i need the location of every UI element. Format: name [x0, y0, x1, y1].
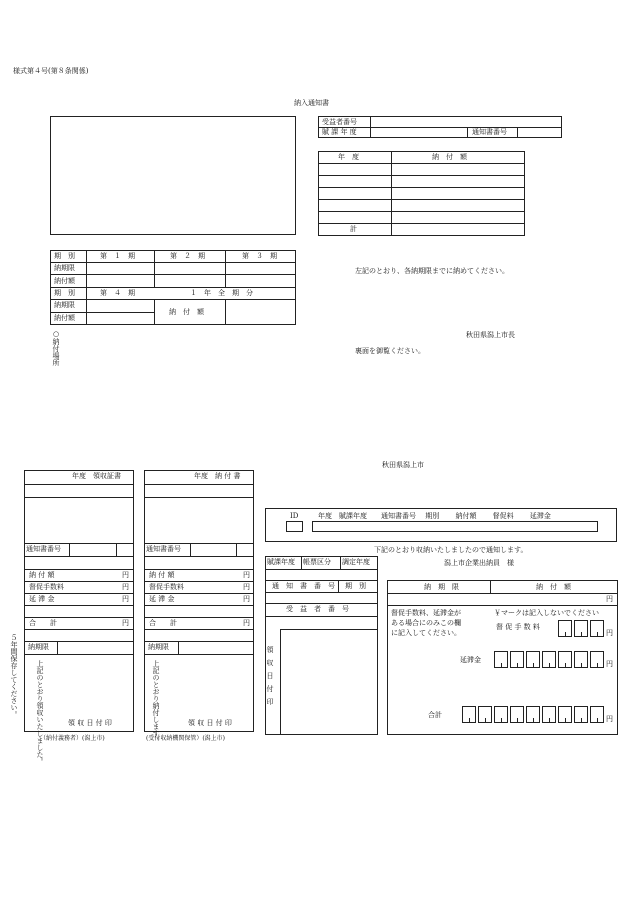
- receipt-late-yen: 円: [122, 595, 129, 603]
- payment-reminder-fee-label: 督促手数料: [149, 583, 184, 591]
- see-reverse-message: 裏面を御覧ください。: [355, 347, 425, 355]
- full-year-amount-label: 納 付 額: [169, 308, 204, 316]
- total-digit-box[interactable]: [558, 706, 572, 723]
- total-digit-box[interactable]: [510, 706, 524, 723]
- late-fee-digit-box[interactable]: [574, 651, 588, 668]
- receipt-received-text: 上記のとおり領収いたしました。: [36, 660, 45, 765]
- row-due-label: 納期限: [54, 264, 75, 272]
- id-input-field[interactable]: [312, 521, 598, 532]
- reminder-digit-box[interactable]: [574, 620, 588, 637]
- payment-reminder-yen: 円: [243, 583, 250, 591]
- total-digit-box[interactable]: [526, 706, 540, 723]
- col-account-type: 帳票区分: [303, 558, 331, 566]
- full-year-header: １ 年 全 期 分: [190, 289, 253, 297]
- payment-late-yen: 円: [243, 595, 250, 603]
- row-period-label-2: 期 別: [54, 289, 75, 297]
- total-digit-box[interactable]: [590, 706, 604, 723]
- for-bank-caption: (受付収納機関保管）(潟上市): [146, 735, 226, 742]
- payment-slip-title: 年度 納 付 書: [194, 472, 241, 480]
- amount-yen: 円: [606, 595, 613, 603]
- payment-due-label: 納期限: [148, 643, 169, 651]
- receipt-due-label: 納期限: [28, 643, 49, 651]
- receipt-title: 年度 領収証書: [72, 472, 121, 480]
- for-payer-caption: （納付義務者）(潟上市): [40, 735, 105, 742]
- mayor-signature: 秋田県潟上市長: [466, 331, 515, 339]
- payment-notice-no-label: 通知書番号: [146, 545, 181, 553]
- late-fee-digit-box[interactable]: [590, 651, 604, 668]
- late-fee-digit-box[interactable]: [558, 651, 572, 668]
- row-amount-label-2: 納付額: [54, 314, 75, 322]
- id-field-labels: 年度 賦課年度 通知書番号 期別 納付額 督促料 延滞金: [318, 512, 551, 520]
- receipt-total-label: 合 計: [29, 619, 57, 627]
- receipt-notice-no-label: 通知書番号: [26, 545, 61, 553]
- yen-mark-note: ￥マークは記入しないでください: [494, 609, 599, 617]
- total-entry-label: 合計: [428, 711, 442, 719]
- payment-total-label: 合 計: [149, 619, 177, 627]
- period-4-header: 第 ４ 期: [100, 289, 135, 297]
- total-yen: 円: [606, 715, 613, 723]
- fee-note-line-1: 督促手数料、延滞金が: [391, 609, 461, 617]
- period-1-header: 第 １ 期: [100, 252, 135, 260]
- receipt-date-stamp-label: 領収日付印: [266, 646, 275, 711]
- reminder-yen: 円: [606, 629, 613, 637]
- col-due-header: 納 期 限: [424, 583, 459, 591]
- page-title: 納入通知書: [294, 99, 329, 107]
- receipt-stamp-label: 領 収 日 付 印: [68, 719, 112, 727]
- late-fee-entry-label: 延滞金: [460, 656, 481, 664]
- payment-amount-yen: 円: [243, 571, 250, 579]
- id-checkbox[interactable]: [286, 521, 303, 532]
- notice-no-label: 通知書番号: [472, 128, 507, 136]
- receipt-amount-yen: 円: [122, 571, 129, 579]
- payment-stamp-label: 領 収 日 付 印: [188, 719, 232, 727]
- receipt-amount-label: 納 付 額: [29, 571, 55, 579]
- notify-message: 下記のとおり収納いたしましたので通知します。: [374, 546, 528, 554]
- col-beneficiary-no: 受 益 者 番 号: [286, 605, 349, 613]
- receipt-reminder-yen: 円: [122, 583, 129, 591]
- id-label: ID: [290, 512, 299, 520]
- row-period-label: 期 別: [54, 252, 75, 260]
- form-number: 様式第４号(第８条関係): [13, 67, 89, 75]
- beneficiary-no-label: 受益者番号: [322, 118, 357, 126]
- fiscal-year-label: 賦 課 年 度: [322, 128, 357, 136]
- total-digit-box[interactable]: [462, 706, 476, 723]
- reminder-fee-entry-label: 督 促 手 数 料: [496, 623, 540, 631]
- fee-note-line-2: ある場合にのみこの欄: [391, 619, 461, 627]
- total-digit-box[interactable]: [478, 706, 492, 723]
- col-fiscal-year: 賦課年度: [267, 558, 295, 566]
- total-digit-box[interactable]: [494, 706, 508, 723]
- col-period: 期 別: [345, 582, 366, 590]
- total-digit-box[interactable]: [542, 706, 556, 723]
- col-amount-header: 納 付 額: [432, 153, 467, 161]
- payment-amount-label: 納 付 額: [149, 571, 175, 579]
- late-fee-yen: 円: [606, 660, 613, 668]
- payment-place-label: ○納付場所: [52, 330, 61, 366]
- cashier-addressee: 潟上市企業出納員 様: [444, 559, 514, 567]
- fee-note-line-3: に記入してください。: [391, 629, 461, 637]
- col-notice-no: 通 知 書 番 号: [272, 582, 335, 590]
- col-assessed-year: 調定年度: [342, 558, 370, 566]
- receipt-late-fee-label: 延 滞 金: [29, 595, 55, 603]
- receipt-reminder-fee-label: 督促手数料: [29, 583, 64, 591]
- late-fee-digit-box[interactable]: [526, 651, 540, 668]
- late-fee-digit-box[interactable]: [542, 651, 556, 668]
- address-window-box: [50, 116, 296, 235]
- period-2-header: 第 ２ 期: [170, 252, 205, 260]
- col-year-header: 年 度: [338, 153, 359, 161]
- payment-paid-text: 上記のとおり納付します。: [152, 660, 161, 744]
- total-digit-box[interactable]: [574, 706, 588, 723]
- payment-total-yen: 円: [243, 619, 250, 627]
- period-3-header: 第 ３ 期: [242, 252, 277, 260]
- reminder-digit-box[interactable]: [590, 620, 604, 637]
- row-due-label-2: 納期限: [54, 301, 75, 309]
- row-amount-label: 納付額: [54, 277, 75, 285]
- pay-by-deadline-message: 左記のとおり、各納期限までに納めてください。: [355, 267, 509, 275]
- receipt-total-yen: 円: [122, 619, 129, 627]
- late-fee-digit-box[interactable]: [494, 651, 508, 668]
- city-name: 秋田県潟上市: [382, 461, 424, 469]
- total-label: 計: [350, 225, 357, 233]
- reminder-digit-box[interactable]: [558, 620, 572, 637]
- payment-late-fee-label: 延 滞 金: [149, 595, 175, 603]
- keep-5-years-note: ５年間保存してください。: [10, 634, 19, 718]
- late-fee-digit-box[interactable]: [510, 651, 524, 668]
- col-amount-header-2: 納 付 額: [536, 583, 571, 591]
